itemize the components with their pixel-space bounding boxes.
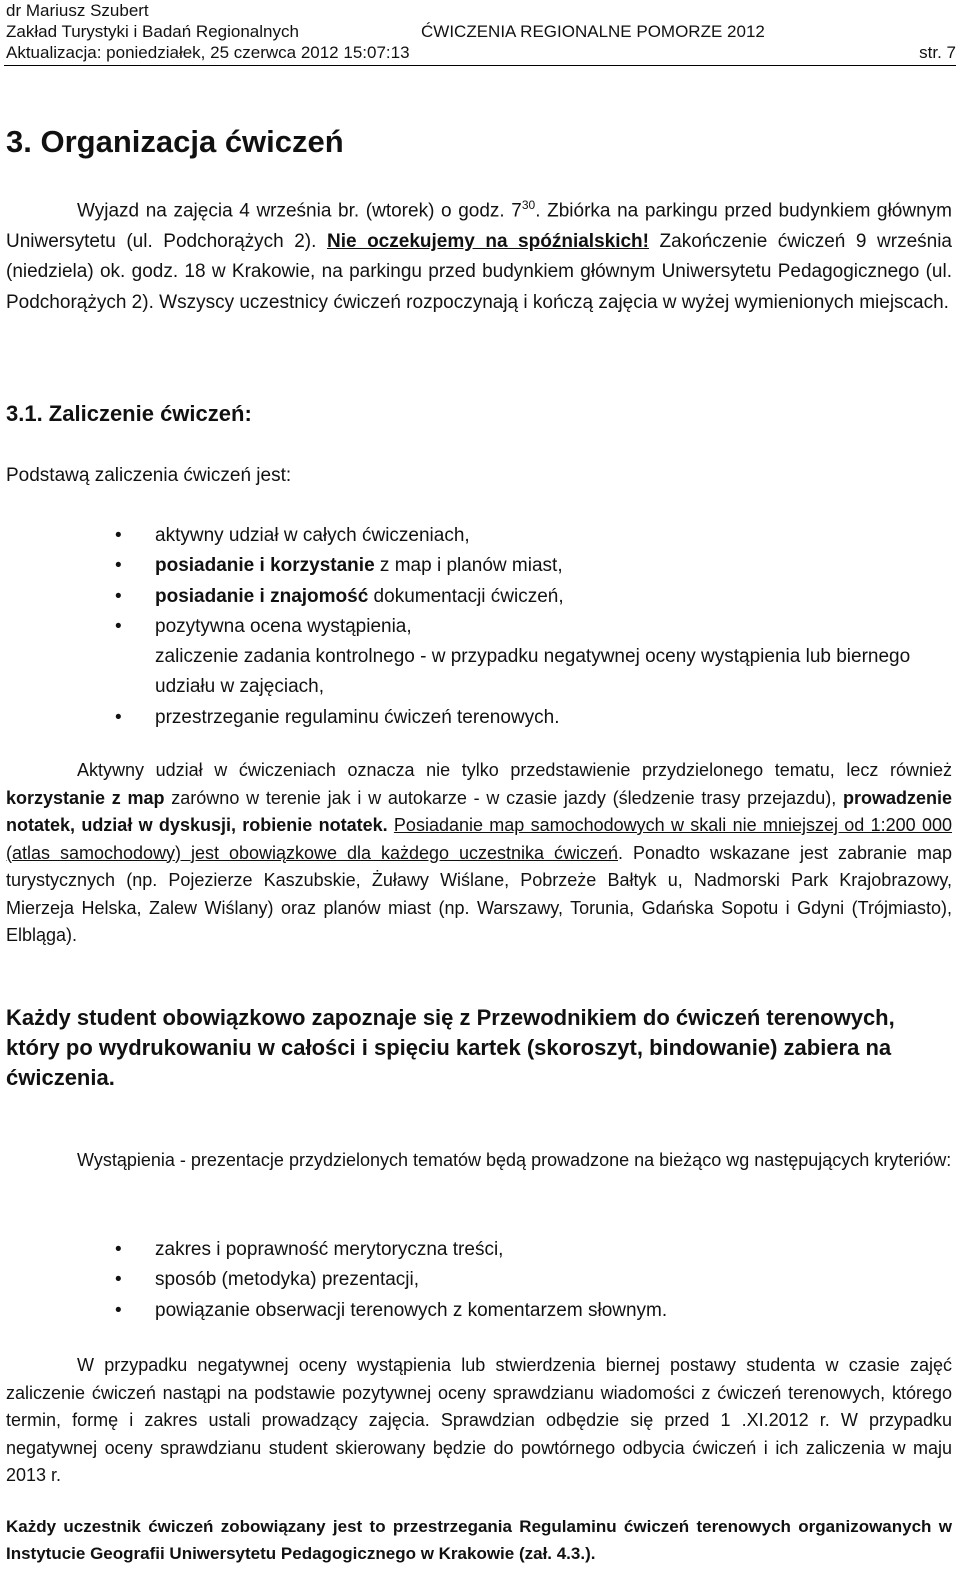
presentations-intro: Wystąpienia - prezentacje przydzielonych tematów będą prowadzone na bieżąco wg następujących kryteriów:: [77, 1150, 952, 1170]
bullet-icon: •: [115, 1299, 122, 1321]
list-item: • aktywny udział w całych ćwiczeniach,: [0, 521, 960, 551]
list-item: • posiadanie i znajomość dokumentacji ćwiczeń,: [0, 582, 960, 612]
bullet-icon: •: [115, 585, 122, 607]
basis-label: Podstawą zaliczenia ćwiczeń jest:: [6, 465, 292, 486]
list-item: zaliczenie zadania kontrolnego - w przypadku negatywnej oceny wystąpienia lub biernego udziału w zajęciach,: [155, 646, 911, 698]
late-warning: Nie oczekujemy na spóźnialskich!: [326, 230, 649, 252]
intro-text-3: Zakończenie ćwiczeń 9 września (niedziela) ok. godz. 18 w Krakowie, na parkingu przed budynkiem głównym Uniwersytetu Pedagogicznego (ul. Podchorążych 2). Wszyscy uczestnicy ćwiczeń rozpoczynają i kończą zajęcia w wyżej wymienionych miejscach.: [6, 230, 952, 313]
list-item: • posiadanie i korzystanie z map i planów miast,: [0, 551, 960, 581]
criteria-list: [0, 521, 960, 733]
bullet-icon: •: [115, 706, 122, 728]
page-header: [6, 0, 956, 63]
header-divider: [4, 65, 956, 66]
bullet-icon: •: [115, 1239, 122, 1260]
update-timestamp: Aktualizacja: poniedziałek, 25 czerwca 2012 15:07:13: [6, 43, 410, 62]
intro-paragraph: [6, 190, 952, 318]
list-item: • pozytywna ocena wystąpienia,: [0, 612, 960, 642]
bullet-icon: •: [115, 525, 122, 546]
page-number: str. 7: [919, 43, 956, 62]
institute: Zakład Turystyki i Badań Regionalnych: [6, 22, 299, 41]
list-item: • powiązanie obserwacji terenowych z komentarzem słownym.: [0, 1296, 960, 1326]
subsection-title: 3.1. Zaliczenie ćwiczeń:: [6, 401, 252, 426]
list-item: • sposób (metodyka) prezentacji,: [0, 1265, 960, 1295]
bullet-icon: •: [115, 1269, 122, 1291]
list-item: • przestrzeganie regulaminu ćwiczeń terenowych.: [0, 703, 960, 733]
section-title: 3. Organizacja ćwiczeń: [6, 124, 344, 159]
presentation-criteria-list: [0, 1235, 960, 1326]
final-notice: Każdy uczestnik ćwiczeń zobowiązany jest to przestrzegania Regulaminu ćwiczeń terenowych organizowanych w Instytucie Geografii Uniwersytetu Pedagogicznego w Krakowie (zał. 4.3.).: [6, 1517, 952, 1563]
active-participation-paragraph: Aktywny udział w ćwiczeniach oznacza nie tylko przedstawienie przydzielonego tematu, lecz również korzystanie z map zarówno w terenie jak i w autokarze - w czasie jazdy (śledzenie trasy przejazdu), prowadzenie notatek, udział w dyskusji, robienie notatek. Posiadanie map samochodowych w skali nie mniejszej od 1:200 000 (atlas samochodowy) jest obowiązkowe dla każdego uczestnika ćwiczeń. Ponadto wskazane jest zabranie map turystycznych (np. Pojezierze Kaszubskie, Żuławy Wiślane, Pobrzeże Bałtyk u, Nadmorski Park Krajobrazowy, Mierzeja Helska, Zalew Wiślany) oraz planów miast (np. Warszawy, Torunia, Gdańska Sopotu i Gdyni (Trójmiasto), Elbląga).: [6, 760, 952, 945]
intro-text-1: Wyjazd na zajęcia 4 września br. (wtorek) o godz. 7: [77, 200, 522, 222]
maps-requirement: Posiadanie map samochodowych w skali nie mniejszej od 1:200 000 (atlas samochodowy) jest obowiązkowe dla każdego uczestnika ćwiczeń: [6, 815, 952, 863]
author: dr Mariusz Szubert: [6, 1, 149, 20]
intro-text-2: . Zbiórka na parkingu przed budynkiem głównym Uniwersytetu (ul. Podchorążych 2).: [6, 200, 952, 252]
intro-sup: 30: [521, 198, 536, 212]
course-title: ĆWICZENIA REGIONALNE POMORZE 2012: [421, 22, 765, 41]
guide-notice: Każdy student obowiązkowo zapoznaje się z Przewodnikiem do ćwiczeń terenowych, który po wydrukowaniu w całości i spięciu kartek (skoroszyt, bindowanie) zabiera na ćwiczenia.: [6, 1005, 895, 1090]
list-item: • zakres i poprawność merytoryczna treści,: [0, 1235, 960, 1265]
bullet-icon: •: [115, 555, 122, 577]
negative-assessment-paragraph: W przypadku negatywnej oceny wystąpienia lub stwierdzenia biernej postawy studenta w czasie zajęć zaliczenie ćwiczeń nastąpi na podstawie pozytywnej oceny sprawdzianu wiadomości z ćwiczeń terenowych, którego termin, formę i zakres ustali prowadzący zajęcia. Sprawdzian odbędzie się przed 1 .XI.2012 r. W przypadku negatywnej oceny sprawdzianu student skierowany będzie do powtórnego odbycia ćwiczeń i ich zaliczenia w maju 2013 r.: [6, 1355, 952, 1485]
bullet-icon: •: [115, 615, 122, 637]
